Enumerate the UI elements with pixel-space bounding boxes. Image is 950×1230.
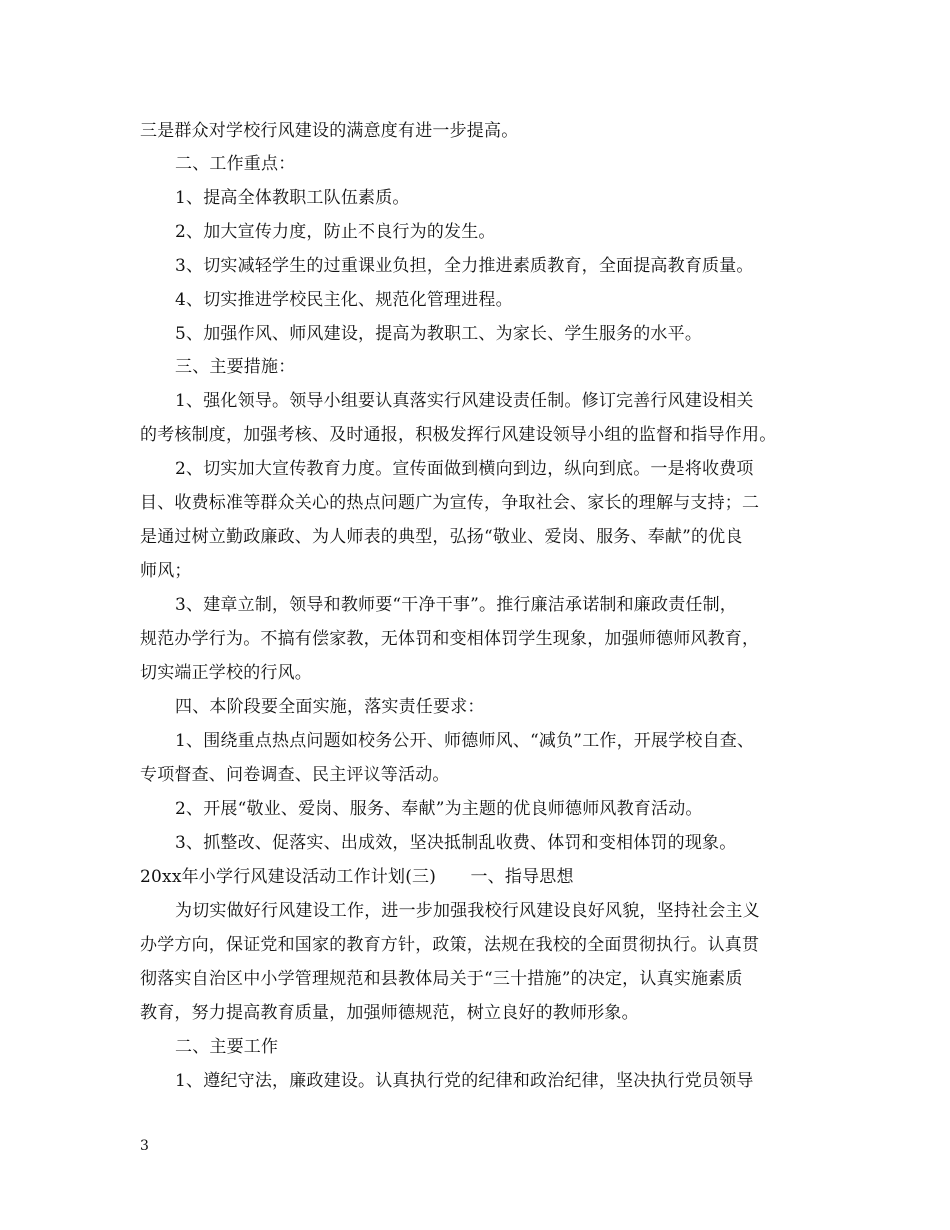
text-line: 彻落实自治区中小学管理规范和县教体局关于“三十措施”的决定，认真实施素质: [140, 969, 743, 989]
list-item: 1、提高全体教职工队伍素质。: [175, 188, 410, 208]
list-item: 3、切实减轻学生的过重课业负担，全力推进素质教育，全面提高教育质量。: [175, 256, 754, 276]
list-item: 2、开展“敬业、爱岗、服务、奉献”为主题的优良师德师风教育活动。: [175, 799, 703, 819]
text-line: 1、围绕重点热点问题如校务公开、师德师风、“减负”工作，开展学校自查、: [175, 731, 755, 751]
section-heading: 二、工作重点：: [175, 154, 296, 174]
text-line: 师风；: [140, 561, 192, 581]
section-heading: 四、本阶段要全面实施，落实责任要求：: [175, 697, 485, 717]
text-line: 1、遵纪守法，廉政建设。认真执行党的纪律和政治纪律，坚决执行党员领导: [175, 1071, 754, 1091]
section-heading: 二、主要工作: [175, 1037, 279, 1057]
text-line: 专项督查、问卷调查、民主评议等活动。: [140, 765, 450, 785]
text-line: 办学方向，保证党和国家的教育方针，政策，法规在我校的全面贯彻执行。认真贯: [140, 935, 760, 955]
list-item: 5、加强作风、师风建设，提高为教职工、为家长、学生服务的水平。: [175, 324, 703, 344]
text-line: 为切实做好行风建设工作，进一步加强我校行风建设良好风貌，坚持社会主义: [175, 901, 760, 921]
text-line: 教育，努力提高教育质量，加强师德规范，树立良好的教师形象。: [140, 1003, 639, 1023]
text-line: 的考核制度，加强考核、及时通报，积极发挥行风建设领导小组的监督和指导作用。: [140, 425, 777, 445]
text-line: 切实端正学校的行风。: [140, 663, 312, 683]
page-number: 3: [140, 1138, 149, 1154]
list-item: 2、加大宣传力度，防止不良行为的发生。: [175, 222, 496, 242]
list-item: 3、抓整改、促落实、出成效，坚决抵制乱收费、体罚和变相体罚的现象。: [175, 833, 737, 853]
text-line: 是通过树立勤政廉政、为人师表的典型，弘扬“敬业、爱岗、服务、奉献”的优良: [140, 527, 743, 547]
text-line: 3、建章立制，领导和教师要“干净干事”。推行廉洁承诺制和廉政责任制，: [175, 595, 737, 615]
text-line: 目、收费标准等群众关心的热点问题广为宣传，争取社会、家长的理解与支持；二: [140, 493, 760, 513]
text-line: 1、强化领导。领导小组要认真落实行风建设责任制。修订完善行风建设相关: [175, 391, 754, 411]
list-item: 4、切实推进学校民主化、规范化管理进程。: [175, 290, 513, 310]
text-line: 2、切实加大宣传教育力度。宣传面做到横向到边，纵向到底。一是将收费项: [175, 459, 754, 479]
text-line: 规范办学行为。不搞有偿家教，无体罚和变相体罚学生现象，加强师德师风教育，: [140, 629, 760, 649]
plan-title-line: 20xx年小学行风建设活动工作计划(三) 一、指导思想: [140, 867, 574, 887]
section-heading: 三、主要措施：: [175, 357, 296, 377]
text-line: 三是群众对学校行风建设的满意度有进一步提高。: [140, 121, 519, 141]
